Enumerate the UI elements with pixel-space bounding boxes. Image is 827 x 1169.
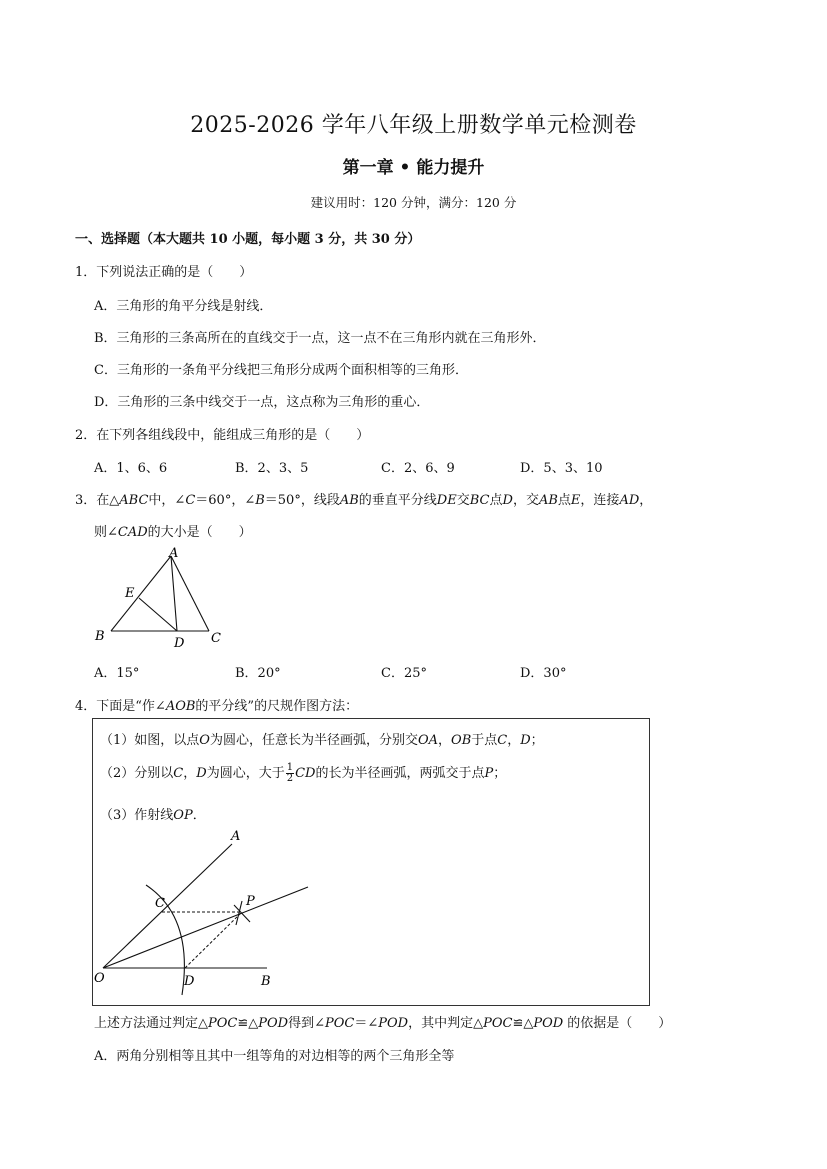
construction-step-1: （1）如图，以点O为圆心，任意长为半径画弧，分别交OA，OB于点C，D； [100, 733, 544, 748]
section-heading: 一、选择题（本大题共 10 小题，每小题 3 分，共 30 分） [75, 232, 421, 247]
question-3-option-b: B．20° [235, 666, 281, 681]
label-d: D [184, 974, 195, 989]
question-3-stem-line2: 则∠CAD的大小是（ ） [94, 525, 252, 540]
question-1-option-a: A．三角形的角平分线是射线． [94, 299, 273, 314]
construction-step-2: （2）分别以C，D为圆心，大于 $\frac{1}{2}$ CD的长为半径画弧，两弧交于点P； [100, 762, 507, 784]
question-4-stem: 4．下面是“作∠AOB的平分线”的尺规作图方法： [75, 699, 359, 714]
label-o: O [94, 971, 105, 986]
dashed-dp [185, 912, 242, 968]
question-2-option-d: D．5、3、10 [520, 461, 603, 476]
ray-op [103, 887, 308, 968]
perpendicular-bisector-de [139, 598, 177, 631]
question-2-option-c: C．2、6、9 [381, 461, 455, 476]
question-1-option-d: D．三角形的三条中线交于一点，这点称为三角形的重心． [94, 395, 430, 410]
page-subtitle: 第一章 • 能力提升 [342, 158, 485, 178]
angle-bisector-figure [92, 825, 322, 1001]
question-3-stem: 3．在△ABC中，∠C＝60°，∠B＝50°，线段AB的垂直平分线DE交BC点D，交AB点E，连接AD， [75, 493, 653, 508]
question-2-stem: 2．在下列各组线段中，能组成三角形的是（ ） [75, 428, 370, 443]
label-d: D [174, 636, 185, 651]
question-2-option-a: A．1、6、6 [94, 461, 168, 476]
time-info: 建议用时：120 分钟，满分：120 分 [310, 195, 517, 210]
question-1-option-c: C．三角形的一条角平分线把三角形分成两个面积相等的三角形． [94, 363, 468, 378]
question-3-option-c: C．25° [381, 666, 427, 681]
label-e: E [125, 586, 135, 601]
label-c: C [211, 631, 221, 646]
side-ac [171, 556, 209, 631]
fraction-one-half: $\frac{1}{2}$ [286, 762, 294, 784]
label-p: P [246, 894, 255, 909]
question-2-option-b: B．2、3、5 [235, 461, 309, 476]
label-a: A [231, 829, 241, 844]
question-3-option-d: D．30° [520, 666, 567, 681]
question-4-option-a: A．两角分别相等且其中一组等角的对边相等的两个三角形全等 [94, 1049, 455, 1064]
construction-step-3: （3）作射线OP． [100, 808, 206, 823]
question-3-triangle-figure [90, 545, 230, 653]
page-title: 2025-2026 学年八年级上册数学单元检测卷 [190, 113, 637, 138]
arc-cd [146, 885, 184, 995]
question-1-stem: 1．下列说法正确的是（ ） [75, 265, 253, 280]
label-a: A [169, 546, 179, 561]
question-3-option-a: A．15° [94, 666, 140, 681]
label-b: B [261, 974, 271, 989]
side-ab [111, 556, 171, 631]
label-b: B [95, 629, 105, 644]
question-4-basis-prompt: 上述方法通过判定△POC≌△POD得到∠POC＝∠POD，其中判定△POC≌△POD 的依据是（ ） [94, 1016, 672, 1031]
question-1-option-b: B．三角形的三条高所在的直线交于一点，这一点不在三角形内就在三角形外． [94, 331, 546, 346]
label-c: C [155, 896, 165, 911]
